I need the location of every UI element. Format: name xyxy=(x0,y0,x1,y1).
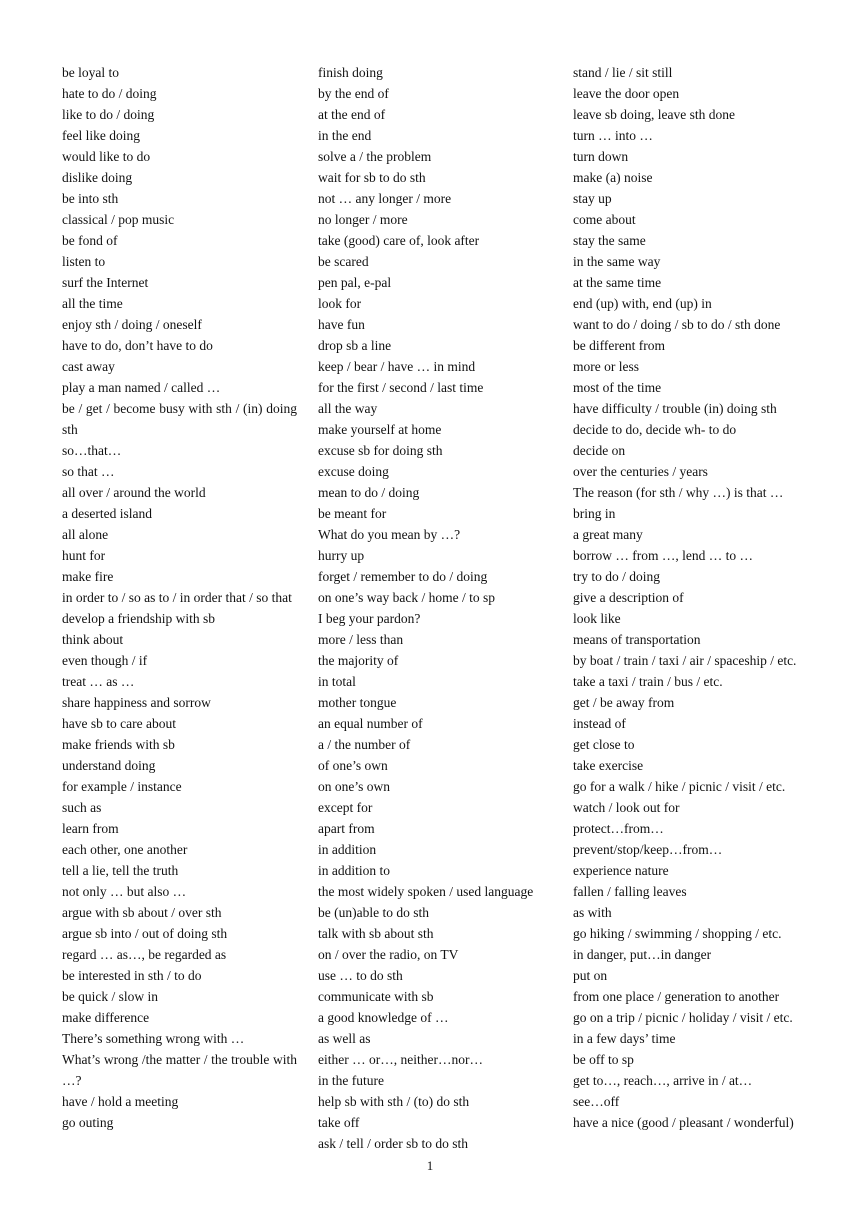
phrase-entry: for the first / second / last time xyxy=(318,380,484,395)
phrase-entry: argue sb into / out of doing sth xyxy=(62,926,228,941)
phrase-entry: in order to / so as to / in order that / so that xyxy=(62,590,292,605)
phrase-entry: have sb to care about xyxy=(62,716,176,731)
phrase-entry: more / less than xyxy=(318,632,404,647)
phrase-entry: make (a) noise xyxy=(573,170,653,185)
phrase-entry: on / over the radio, on TV xyxy=(318,947,459,962)
phrase-entry: be / get / become busy with sth / (in) doing sth xyxy=(62,401,297,437)
phrase-entry: hate to do / doing xyxy=(62,86,157,101)
phrase-entry: have a nice (good / pleasant / wonderful) xyxy=(573,1115,794,1130)
phrase-entry: from one place / generation to another xyxy=(573,989,780,1004)
phrase-entry: share happiness and sorrow xyxy=(62,695,211,710)
phrase-entry: all alone xyxy=(62,527,109,542)
phrase-entry: stand / lie / sit still xyxy=(573,65,673,80)
phrase-entry: finish doing xyxy=(318,65,383,80)
phrase-entry: excuse doing xyxy=(318,464,389,479)
phrase-entry: no longer / more xyxy=(318,212,408,227)
phrase-entry: I beg your pardon? xyxy=(318,611,421,626)
phrase-entry: play a man named / called … xyxy=(62,380,221,395)
phrase-entry: of one’s own xyxy=(318,758,388,773)
phrase-entry: drop sb a line xyxy=(318,338,392,353)
phrase-entry: be scared xyxy=(318,254,369,269)
phrase-entry: regard … as…, be regarded as xyxy=(62,947,227,962)
phrase-entry: give a description of xyxy=(573,590,684,605)
phrase-entry: in addition to xyxy=(318,863,390,878)
phrase-entry: a / the number of xyxy=(318,737,411,752)
phrase-entry: look like xyxy=(573,611,621,626)
phrase-entry: take off xyxy=(318,1115,360,1130)
phrase-entry: get to…, reach…, arrive in / at… xyxy=(573,1073,753,1088)
phrase-entry: such as xyxy=(62,800,102,815)
phrase-entry: decide on xyxy=(573,443,626,458)
phrase-entry: be loyal to xyxy=(62,65,119,80)
phrase-entry: get close to xyxy=(573,737,635,752)
phrase-entry: mother tongue xyxy=(318,695,397,710)
phrase-entry: over the centuries / years xyxy=(573,464,708,479)
phrase-entry: excuse sb for doing sth xyxy=(318,443,443,458)
phrase-entry: prevent/stop/keep…from… xyxy=(573,842,723,857)
phrase-entry: dislike doing xyxy=(62,170,133,185)
phrase-entry: go outing xyxy=(62,1115,114,1130)
phrase-entry: so that … xyxy=(62,464,115,479)
phrase-entry: a great many xyxy=(573,527,643,542)
phrase-entry: be off to sp xyxy=(573,1052,634,1067)
phrase-entry: be quick / slow in xyxy=(62,989,158,1004)
phrase-entry: instead of xyxy=(573,716,626,731)
phrase-entry: try to do / doing xyxy=(573,569,660,584)
phrase-entry: make yourself at home xyxy=(318,422,442,437)
phrase-entry: a deserted island xyxy=(62,506,152,521)
phrase-entry: by boat / train / taxi / air / spaceship / etc. xyxy=(573,653,797,668)
phrase-entry: use … to do sth xyxy=(318,968,403,983)
phrase-entry: have fun xyxy=(318,317,365,332)
phrase-entry: communicate with sb xyxy=(318,989,434,1004)
phrase-entry: like to do / doing xyxy=(62,107,155,122)
phrase-entry: means of transportation xyxy=(573,632,701,647)
phrase-entry: at the same time xyxy=(573,275,662,290)
phrase-entry: develop a friendship with sb xyxy=(62,611,215,626)
phrase-entry: go on a trip / picnic / holiday / visit / etc. xyxy=(573,1010,793,1025)
phrase-entry: have to do, don’t have to do xyxy=(62,338,213,353)
phrase-entry: protect…from… xyxy=(573,821,664,836)
phrase-column-1 xyxy=(62,62,297,1133)
phrase-entry: see…off xyxy=(573,1094,620,1109)
phrase-entry: be different from xyxy=(573,338,665,353)
phrase-entry: wait for sb to do sth xyxy=(318,170,426,185)
phrase-entry: all the time xyxy=(62,296,123,311)
phrase-entry: experience nature xyxy=(573,863,669,878)
phrase-entry: pen pal, e-pal xyxy=(318,275,392,290)
phrase-entry: feel like doing xyxy=(62,128,140,143)
phrase-entry: decide to do, decide wh- to do xyxy=(573,422,737,437)
phrase-entry: not … any longer / more xyxy=(318,191,452,206)
phrase-entry: an equal number of xyxy=(318,716,423,731)
phrase-entry: come about xyxy=(573,212,636,227)
phrase-entry: not only … but also … xyxy=(62,884,187,899)
phrase-entry: even though / if xyxy=(62,653,148,668)
phrase-entry: learn from xyxy=(62,821,119,836)
phrase-entry: The reason (for sth / why …) is that … xyxy=(573,485,784,500)
phrase-entry: stay the same xyxy=(573,233,646,248)
phrase-entry: tell a lie, tell the truth xyxy=(62,863,179,878)
phrase-entry: fallen / falling leaves xyxy=(573,884,687,899)
phrase-entry: leave the door open xyxy=(573,86,680,101)
phrase-entry: think about xyxy=(62,632,124,647)
phrase-entry: by the end of xyxy=(318,86,389,101)
phrase-entry: want to do / doing / sb to do / sth done xyxy=(573,317,781,332)
phrase-entry: be meant for xyxy=(318,506,387,521)
phrase-entry: treat … as … xyxy=(62,674,135,689)
phrase-entry: look for xyxy=(318,296,362,311)
phrase-entry: in danger, put…in danger xyxy=(573,947,712,962)
phrase-entry: so…that… xyxy=(62,443,122,458)
phrase-entry: take a taxi / train / bus / etc. xyxy=(573,674,723,689)
phrase-entry: all over / around the world xyxy=(62,485,206,500)
phrase-entry: in total xyxy=(318,674,356,689)
phrase-entry: classical / pop music xyxy=(62,212,175,227)
phrase-entry: listen to xyxy=(62,254,106,269)
phrase-entry: hunt for xyxy=(62,548,106,563)
phrase-entry: watch / look out for xyxy=(573,800,680,815)
phrase-entry: more or less xyxy=(573,359,639,374)
phrase-entry: argue with sb about / over sth xyxy=(62,905,222,920)
phrase-entry: be into sth xyxy=(62,191,119,206)
phrase-entry: except for xyxy=(318,800,373,815)
phrase-entry: There’s something wrong with … xyxy=(62,1031,245,1046)
phrase-entry: make difference xyxy=(62,1010,150,1025)
phrase-entry: in the future xyxy=(318,1073,384,1088)
phrase-entry: all the way xyxy=(318,401,378,416)
phrase-entry: a good knowledge of … xyxy=(318,1010,449,1025)
phrase-entry: bring in xyxy=(573,506,616,521)
phrase-entry: make friends with sb xyxy=(62,737,175,752)
phrase-entry: in addition xyxy=(318,842,377,857)
phrase-entry: most of the time xyxy=(573,380,662,395)
phrase-entry: mean to do / doing xyxy=(318,485,420,500)
phrase-entry: What do you mean by …? xyxy=(318,527,461,542)
phrase-entry: the most widely spoken / used language xyxy=(318,884,534,899)
phrase-entry: for example / instance xyxy=(62,779,182,794)
phrase-entry: hurry up xyxy=(318,548,365,563)
phrase-entry: apart from xyxy=(318,821,375,836)
phrase-entry: be interested in sth / to do xyxy=(62,968,202,983)
phrase-entry: enjoy sth / doing / oneself xyxy=(62,317,202,332)
phrase-entry: each other, one another xyxy=(62,842,188,857)
page-number: 1 xyxy=(426,1158,434,1173)
phrase-entry: forget / remember to do / doing xyxy=(318,569,488,584)
phrase-entry: put on xyxy=(573,968,608,983)
phrase-entry: as well as xyxy=(318,1031,371,1046)
phrase-entry: at the end of xyxy=(318,107,386,122)
phrase-entry: turn down xyxy=(573,149,629,164)
phrase-entry: get / be away from xyxy=(573,695,675,710)
phrase-entry: understand doing xyxy=(62,758,156,773)
phrase-entry: either … or…, neither…nor… xyxy=(318,1052,483,1067)
phrase-entry: would like to do xyxy=(62,149,151,164)
phrase-entry: on one’s own xyxy=(318,779,390,794)
phrase-entry: leave sb doing, leave sth done xyxy=(573,107,735,122)
phrase-entry: be (un)able to do sth xyxy=(318,905,429,920)
phrase-entry: ask / tell / order sb to do sth xyxy=(318,1136,468,1151)
phrase-entry: stay up xyxy=(573,191,612,206)
phrase-entry: turn … into … xyxy=(573,128,653,143)
phrase-entry: help sb with sth / (to) do sth xyxy=(318,1094,470,1109)
phrase-entry: make fire xyxy=(62,569,114,584)
phrase-entry: talk with sb about sth xyxy=(318,926,434,941)
phrase-entry: What’s wrong /the matter / the trouble with …? xyxy=(62,1052,297,1088)
phrase-entry: be fond of xyxy=(62,233,118,248)
phrase-entry: in the end xyxy=(318,128,372,143)
phrase-entry: have difficulty / trouble (in) doing sth xyxy=(573,401,777,416)
phrase-entry: surf the Internet xyxy=(62,275,149,290)
phrase-entry: as with xyxy=(573,905,612,920)
phrase-entry: take exercise xyxy=(573,758,644,773)
phrase-entry: on one’s way back / home / to sp xyxy=(318,590,495,605)
phrase-entry: keep / bear / have … in mind xyxy=(318,359,476,374)
phrase-column-3 xyxy=(573,62,809,1133)
phrase-entry: have / hold a meeting xyxy=(62,1094,179,1109)
phrase-entry: end (up) with, end (up) in xyxy=(573,296,712,311)
phrase-entry: solve a / the problem xyxy=(318,149,432,164)
phrase-column-2 xyxy=(318,62,553,1154)
phrase-entry: in the same way xyxy=(573,254,661,269)
phrase-entry: in a few days’ time xyxy=(573,1031,676,1046)
phrase-entry: the majority of xyxy=(318,653,399,668)
phrase-entry: borrow … from …, lend … to … xyxy=(573,548,753,563)
phrase-entry: cast away xyxy=(62,359,115,374)
phrase-entry: go for a walk / hike / picnic / visit / etc. xyxy=(573,779,786,794)
phrase-entry: take (good) care of, look after xyxy=(318,233,480,248)
phrase-entry: go hiking / swimming / shopping / etc. xyxy=(573,926,782,941)
